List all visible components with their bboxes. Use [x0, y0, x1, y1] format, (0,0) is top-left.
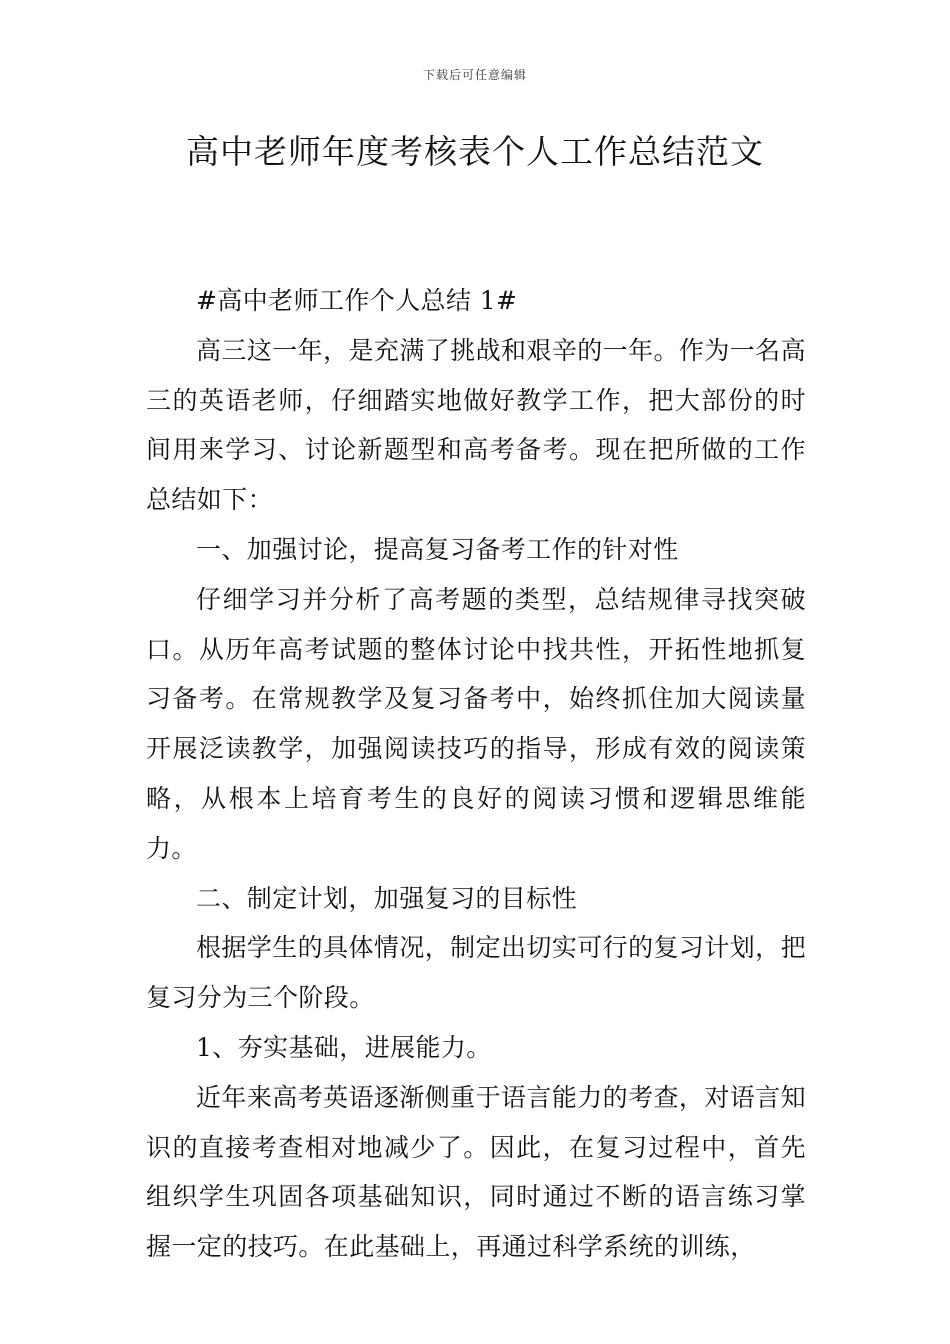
header-note: 下载后可任意编辑: [422, 68, 527, 82]
section-heading: #高中老师工作个人总结 1#: [196, 286, 518, 315]
body-paragraph: 近年来高考英语逐渐侧重于语言能力的考查，对语言知识的直接考查相对地减少了。因此，在复习过程中，首先组织学生巩固各项基础知识，同时通过不断的语言练习掌握一定的技巧。在此基础上，再通过科学系统的训练，: [146, 1082, 806, 1262]
section-heading: 二、制定计划，加强复习的目标性: [196, 883, 578, 913]
document-title: 高中老师年度考核表个人工作总结范文: [186, 132, 764, 171]
section-heading: 一、加强讨论，提高复习备考工作的针对性: [196, 534, 679, 564]
subsection-heading: 1、夯实基础，进展能力。: [196, 1032, 492, 1062]
body-paragraph: 仔细学习并分析了高考题的类型，总结规律寻找突破口。从历年高考试题的整体讨论中找共性，开拓性地抓复习备考。在常规教学及复习备考中，始终抓住加大阅读量开展泛读教学，加强阅读技巧的指导，形成有效的阅读策略，从根本上培育考生的良好的阅读习惯和逻辑思维能力。: [146, 584, 806, 863]
body-paragraph: 根据学生的具体情况，制定出切实可行的复习计划，把复习分为三个阶段。: [146, 933, 806, 1013]
body-paragraph: 高三这一年，是充满了挑战和艰辛的一年。作为一名高三的英语老师，仔细踏实地做好教学工作，把大部份的时间用来学习、讨论新题型和高考备考。现在把所做的工作总结如下：: [146, 335, 806, 515]
document-body: [146, 276, 806, 1272]
